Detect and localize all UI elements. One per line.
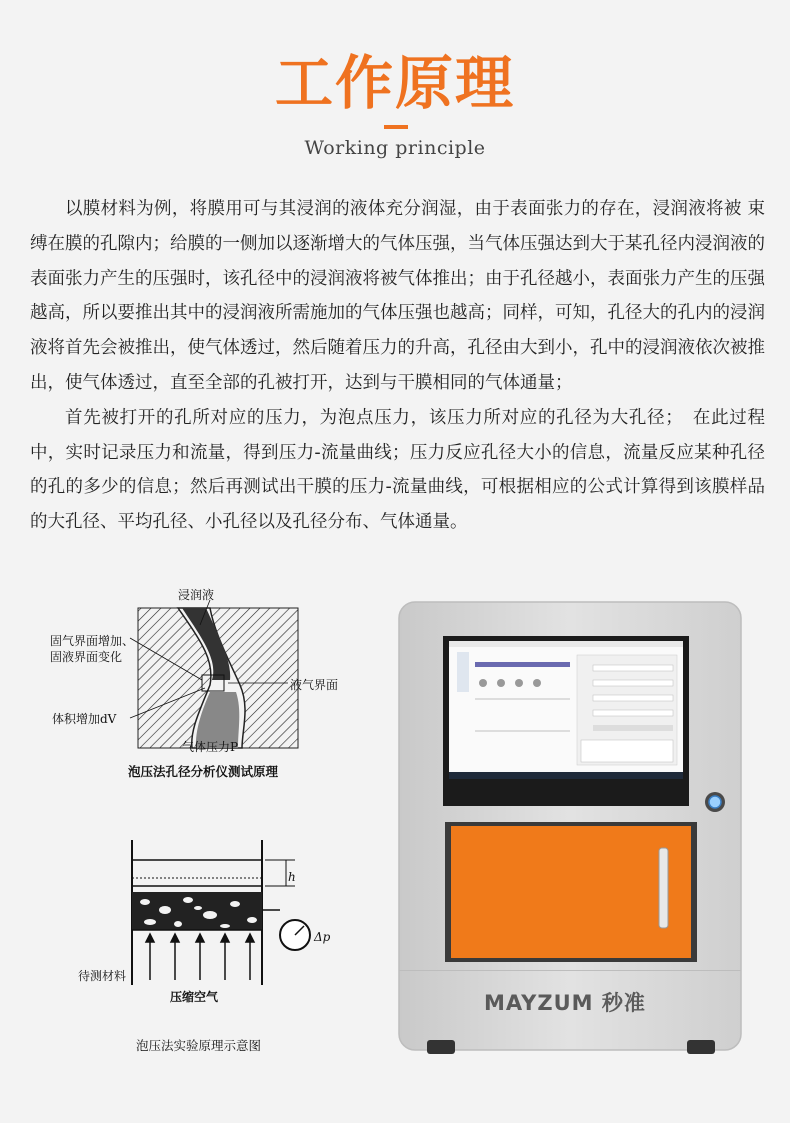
label-dp: Δp [314,930,331,944]
label-compressed-air: 压缩空气 [170,990,219,1004]
paragraph-1: 以膜材料为例，将膜用可与其浸润的液体充分润湿，由于表面张力的存在，浸润液将被 束缚在膜的孔隙内；给膜的一侧加以逐渐增大的气体压强，当气体压强达到大于某孔径内浸润液的表面张力产生的压强时，该孔径中的浸润液将被气体推出；由于孔径越小，表面张力产生的压强越高，所以要推出其中的浸润液所需施加的气体压强也越高；同样，可知，孔径大的孔内的浸润液将首先会被推出，使气体透过，然后随着压力的升高，孔径由大到小，孔中的浸润液依次被推出，使气体透过，直至全部的孔被打开，达到与干膜相同的气体通量； [30,199,765,393]
experiment-diagram [70,830,370,1060]
brand-logo [484,987,646,1017]
page-title: 工作原理 [274,49,515,117]
label-interface-change: 固气界面增加、 [50,634,135,648]
label-volume: 体积增加dV [52,712,117,726]
label-material: 待测材料 [78,969,127,983]
label-h: h [288,870,296,884]
description-text [30,192,765,540]
label-pressure: 气体压力P [182,740,239,754]
diagram1-caption: 泡压法孔径分析仪测试原理 [128,764,279,779]
pore-diagram [50,580,350,790]
page-subtitle: Working principle [304,137,486,159]
paragraph-2: 首先被打开的孔所对应的压力，为泡点压力，该压力所对应的孔径为大孔径； 在此过程中，实时记录压力和流量，得到压力-流量曲线；压力反应孔径大小的信息，流量反应某种孔径的孔的多少的信息；然后再测试出干膜的压力-流量曲线，可根据相应的公式计算得到该膜样品的大孔径、平均孔径、小孔径以及孔径分布、气体通量。 [30,407,765,533]
label-liquid: 浸润液 [178,588,215,602]
title-underline [384,125,408,129]
brand-name-cn: 秒准 [601,991,646,1015]
label-interface-change-2: 固液界面变化 [50,650,123,664]
label-gas-liquid: 液气界面 [290,678,339,692]
experiment-diagram-figure [70,830,370,1060]
brand-name: MAYZUM [484,991,594,1015]
diagram2-caption: 泡压法实验原理示意图 [136,1038,262,1053]
